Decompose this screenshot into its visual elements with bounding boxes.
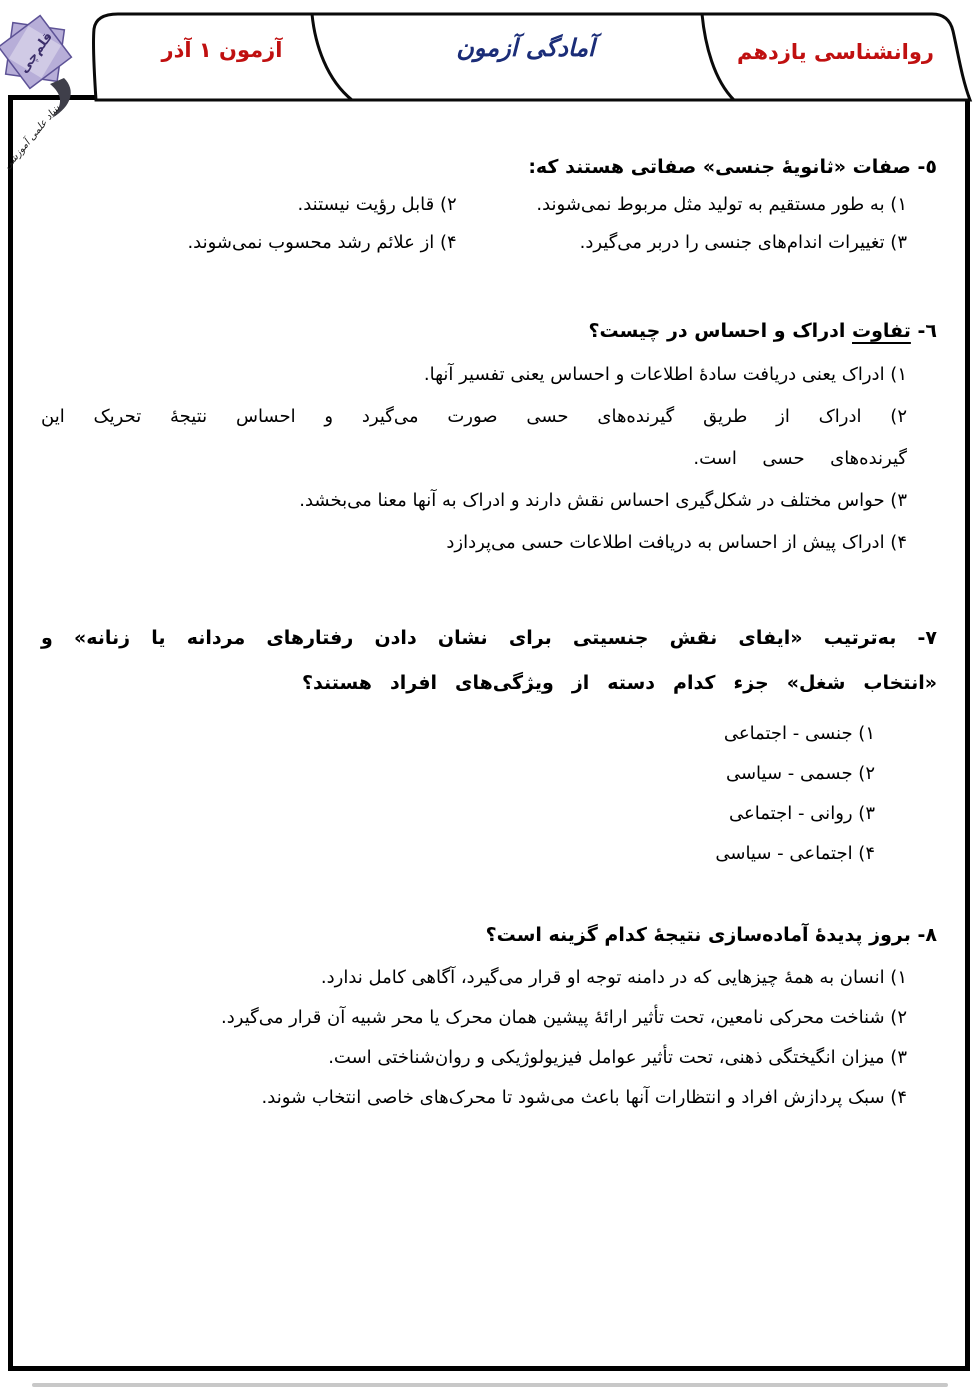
option-2: ۲) قابل رؤیت نیستند. bbox=[297, 194, 457, 215]
option-2: ۲) شناخت محرکی نامعین، تحت تأثیر ارائهٔ پیشین همان محرک یا محر شبیه آن قرار می‌گیرد. bbox=[221, 1007, 907, 1028]
option-1: ۱) به طور مستقیم به تولید مثل مربوط نمی‌شوند. bbox=[536, 194, 907, 215]
question-7-options bbox=[41, 714, 937, 874]
exam-sheet bbox=[8, 95, 970, 1371]
question-6 bbox=[41, 316, 937, 564]
question-7-title: ٧- به‌ترتیب «ایفای نقش جنسیتی برای نشان دادن رفتارهای مردانه یا زنانه» و «انتخاب شغل» جزء کدام دسته از ویژگی‌های افراد هستند؟ bbox=[41, 627, 938, 694]
option-2: ۲) جسمی - سیاسی bbox=[725, 763, 875, 784]
logo-star-text: قلم‌چی bbox=[16, 29, 56, 77]
option-2: ۲) ادراک از طریق گیرنده‌های حسی صورت می‌گیرد و احساس نتیجهٔ تحریک این گیرنده‌های حسی است. bbox=[41, 406, 907, 469]
question-6-number: ٦- bbox=[910, 320, 937, 342]
option-4: ۴) ادراک پیش از احساس به دریافت اطلاعات حسی می‌پردازد bbox=[446, 532, 907, 553]
underlined-word: تفاوت bbox=[852, 320, 911, 342]
question-8-number: ٨- bbox=[910, 924, 937, 946]
question-5-number: ٥- bbox=[910, 156, 937, 178]
question-8-options bbox=[41, 958, 937, 1118]
publisher-logo bbox=[0, 4, 110, 172]
tab-exam-label: آزمون ۱ آذر bbox=[161, 38, 283, 62]
question-5 bbox=[41, 152, 937, 258]
question-5-options bbox=[41, 190, 937, 258]
question-8-title: ٨- بروز پدیدهٔ آماده‌سازی نتیجهٔ کدام گزینه است؟ bbox=[485, 924, 937, 946]
question-5-title: ٥- صفات «ثانویهٔ جنسی» صفاتی هستند که: bbox=[528, 156, 937, 178]
tab-course-label: روانشناسی یازدهم bbox=[737, 40, 934, 64]
option-3: ۳) روانی - اجتماعی bbox=[729, 803, 875, 824]
questions-area bbox=[13, 100, 965, 1118]
footer-divider bbox=[32, 1383, 948, 1387]
option-1: ۱) ادراک یعنی دریافت سادهٔ اطلاعات و احساس یعنی تفسیر آنها. bbox=[423, 364, 907, 385]
star-logo-icon bbox=[0, 4, 110, 172]
question-7 bbox=[41, 616, 937, 874]
question-8 bbox=[41, 920, 937, 1118]
question-6-options bbox=[41, 354, 937, 564]
tab-brand-label: آمادگی آزمون bbox=[456, 33, 595, 62]
option-3: ۳) حواس مختلف در شکل‌گیری احساس نقش دارند و ادراک به آنها معنا می‌بخشد. bbox=[299, 490, 907, 511]
option-3: ۳) میزان انگیختگی ذهنی، تحت تأثیر عوامل فیزیولوژیکی و روان‌شناختی است. bbox=[328, 1047, 907, 1068]
option-4: ۴) اجتماعی - سیاسی bbox=[715, 843, 875, 864]
option-3: ۳) تغییرات اندام‌های جنسی را دربر می‌گیرد. bbox=[579, 232, 907, 253]
option-1: ۱) جنسی - اجتماعی bbox=[723, 723, 875, 744]
question-7-number: ٧- bbox=[896, 627, 938, 649]
logo-side-text: بنیاد علمی آموزشی bbox=[1, 102, 63, 172]
option-1: ۱) انسان به همهٔ چیزهایی که در دامنه توجه او قرار می‌گیرد، آگاهی کامل ندارد. bbox=[320, 967, 907, 988]
question-6-title: ٦- تفاوت ادراک و احساس در چیست؟ bbox=[588, 320, 937, 342]
option-4: ۴) سبک پردازش افراد و انتظارات آنها باعث می‌شود تا محرک‌های خاصی انتخاب شوند. bbox=[261, 1087, 907, 1108]
option-4: ۴) از علائم رشد محسوب نمی‌شوند. bbox=[187, 232, 457, 253]
